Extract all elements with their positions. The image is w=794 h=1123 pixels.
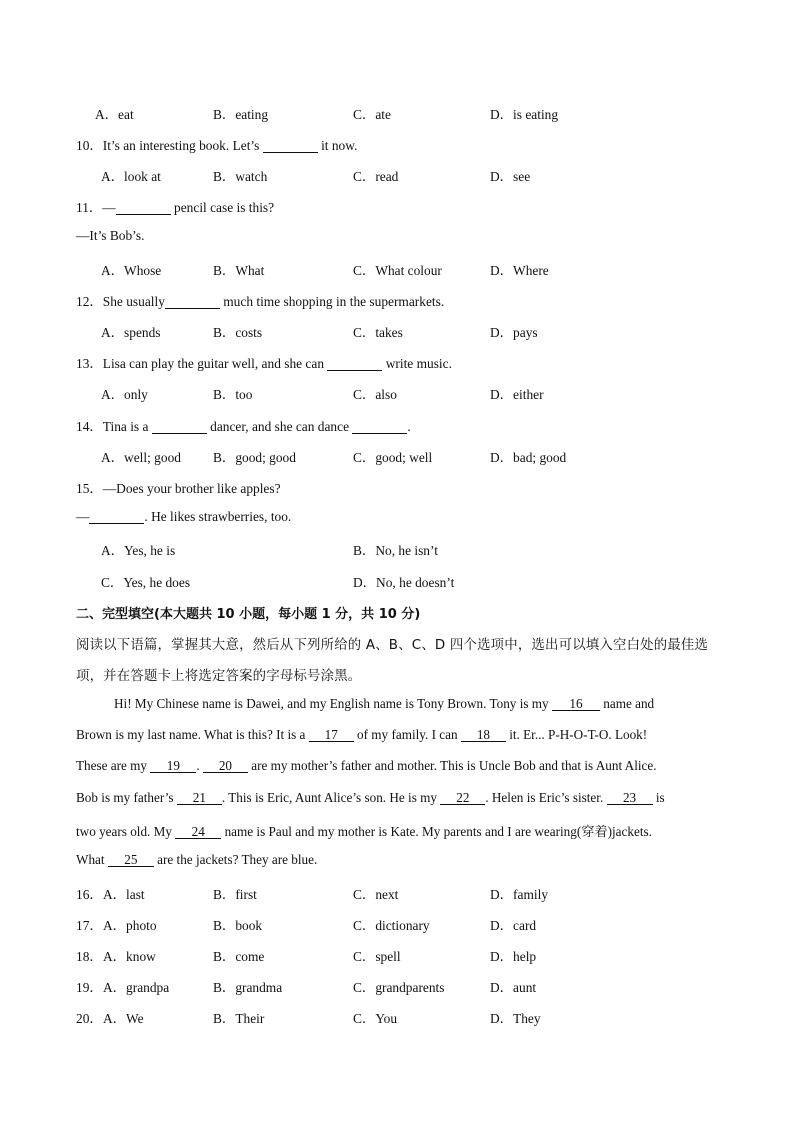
q16-option-b: B．first bbox=[213, 887, 257, 902]
q14-stem-mid: dancer, and she can dance bbox=[210, 419, 350, 434]
passage-text: Hi! My Chinese name is Dawei, and my English name is Tony Brown. Tony is my bbox=[114, 696, 549, 711]
passage-text: . Helen is Eric’s sister. bbox=[485, 790, 604, 805]
q11-stem bbox=[76, 197, 274, 216]
passage-line-3 bbox=[76, 758, 657, 774]
q18-number: 18． bbox=[76, 949, 103, 964]
q12-option-d: D．pays bbox=[490, 325, 538, 340]
q13-stem-end: write music. bbox=[385, 356, 452, 371]
q18-option-c: C．spell bbox=[353, 949, 401, 964]
q10-option-c: C．read bbox=[353, 169, 399, 184]
q13-option-c: C．also bbox=[353, 387, 397, 402]
q11-stem-text: pencil case is this? bbox=[174, 200, 275, 215]
passage-text: . This is Eric, Aunt Alice’s son. He is my bbox=[221, 790, 438, 805]
q20-option-d: D．They bbox=[490, 1011, 541, 1026]
q9-option-d: D．is eating bbox=[490, 107, 559, 122]
q12-stem-end: much time shopping in the supermarkets. bbox=[223, 294, 445, 309]
passage-line-6 bbox=[76, 852, 317, 868]
q12-blank bbox=[165, 295, 220, 309]
q10-blank bbox=[263, 139, 318, 153]
q13-stem-text: Lisa can play the guitar well, and she can bbox=[102, 356, 325, 371]
passage-line-2 bbox=[76, 727, 647, 743]
blank-16: 16 bbox=[552, 697, 600, 711]
q15-answer-line bbox=[76, 509, 291, 525]
q12-stem bbox=[76, 291, 444, 310]
q13-option-d: D．either bbox=[490, 387, 544, 402]
q10-number: 10． bbox=[76, 138, 103, 153]
q15-stem-text: —Does your brother like apples? bbox=[102, 481, 281, 496]
q15-option-b: B．No, he isn’t bbox=[353, 543, 438, 558]
q14-option-d: D．bad; good bbox=[490, 450, 567, 465]
q12-option-c: C．takes bbox=[353, 325, 403, 340]
q14-option-a: A．well; good bbox=[101, 450, 181, 465]
passage-line-4 bbox=[76, 790, 665, 806]
q17-option-c: C．dictionary bbox=[353, 918, 430, 933]
q11-option-a: A．Whose bbox=[101, 263, 162, 278]
q18-option-b: B．come bbox=[213, 949, 265, 964]
q13-option-b: B．too bbox=[213, 387, 253, 402]
section-2-instructions-line-1: 阅读以下语篇，掌握其大意，然后从下列所给的 A、B、C、D 四个选项中，选出可以填入空白处的最佳选 bbox=[76, 638, 709, 653]
blank-21: 21 bbox=[177, 791, 222, 805]
q12-stem-text: She usually bbox=[102, 294, 165, 309]
q20-option-c: C．You bbox=[353, 1011, 398, 1026]
q15-option-d: D．No, he doesn’t bbox=[353, 575, 455, 590]
q14-number: 14． bbox=[76, 419, 103, 434]
q11-answer-line: —It’s Bob’s. bbox=[76, 228, 145, 243]
passage-text: name is Paul and my mother is Kate. My parents and I are wearing(穿着)jackets. bbox=[224, 824, 652, 839]
q15-stem bbox=[76, 478, 281, 497]
blank-19: 19 bbox=[150, 759, 196, 773]
passage-text: two years old. My bbox=[76, 824, 172, 839]
q17-number: 17． bbox=[76, 918, 103, 933]
q20-option-a: A．We bbox=[103, 1011, 144, 1026]
q13-stem bbox=[76, 353, 452, 372]
blank-22: 22 bbox=[440, 791, 485, 805]
blank-25: 25 bbox=[108, 853, 154, 867]
blank-17: 17 bbox=[309, 728, 354, 742]
passage-text: What bbox=[76, 852, 105, 867]
q18-option-d: D．help bbox=[490, 949, 537, 964]
passage-text: are my mother’s father and mother. This is Uncle Bob and that is Aunt Alice. bbox=[251, 758, 657, 773]
q20-option-b: B．Their bbox=[213, 1011, 265, 1026]
q10-option-a: A．look at bbox=[101, 169, 161, 184]
passage-text: Bob is my father’s bbox=[76, 790, 174, 805]
q16-number: 16． bbox=[76, 887, 103, 902]
q19-option-c: C．grandparents bbox=[353, 980, 445, 995]
q10-stem-text: It’s an interesting book. Let’s bbox=[102, 138, 260, 153]
blank-23: 23 bbox=[607, 791, 653, 805]
passage-text: it. Er... P-H-O-T-O. Look! bbox=[509, 727, 648, 742]
q15-option-c: C．Yes, he does bbox=[101, 575, 191, 590]
q10-stem bbox=[76, 135, 357, 154]
q15-blank bbox=[89, 510, 144, 524]
q15-dash: — bbox=[76, 509, 90, 524]
q11-number: 11． bbox=[76, 200, 103, 215]
q13-option-a: A．only bbox=[101, 387, 148, 402]
blank-24: 24 bbox=[175, 825, 221, 839]
q12-number: 12． bbox=[76, 294, 103, 309]
blank-18: 18 bbox=[461, 728, 506, 742]
q17-option-b: B．book bbox=[213, 918, 263, 933]
passage-line-5 bbox=[76, 821, 652, 840]
q13-number: 13． bbox=[76, 356, 103, 371]
q15-option-a: A．Yes, he is bbox=[101, 543, 176, 558]
q16-option-c: C．next bbox=[353, 887, 399, 902]
passage-text: name and bbox=[603, 696, 655, 711]
q19-option-a: A．grandpa bbox=[103, 980, 170, 995]
q11-dash: — bbox=[102, 200, 116, 215]
q16-option-a: A．last bbox=[103, 887, 145, 902]
q9-option-c: C．ate bbox=[353, 107, 391, 122]
q18-option-a: A．know bbox=[103, 949, 156, 964]
passage-text: . bbox=[196, 758, 200, 773]
q19-number: 19． bbox=[76, 980, 103, 995]
q14-blank-1 bbox=[152, 420, 207, 434]
q14-stem-end: . bbox=[407, 419, 411, 434]
section-2-instructions-line-2: 项，并在答题卡上将选定答案的字母标号涂黑。 bbox=[76, 669, 362, 684]
q14-option-c: C．good; well bbox=[353, 450, 433, 465]
q14-option-b: B．good; good bbox=[213, 450, 296, 465]
q19-option-d: D．aunt bbox=[490, 980, 537, 995]
q10-stem-end: it now. bbox=[321, 138, 358, 153]
q14-blank-2 bbox=[352, 420, 407, 434]
q16-option-d: D．family bbox=[490, 887, 549, 902]
q15-number: 15． bbox=[76, 481, 103, 496]
q9-option-a: A．eat bbox=[95, 107, 134, 122]
q11-option-d: D．Where bbox=[490, 263, 549, 278]
passage-text: Brown is my last name. What is this? It is a bbox=[76, 727, 306, 742]
passage-text: are the jackets? They are blue. bbox=[157, 852, 318, 867]
q11-option-b: B．What bbox=[213, 263, 265, 278]
q10-option-b: B．watch bbox=[213, 169, 268, 184]
q12-option-a: A．spends bbox=[101, 325, 161, 340]
q10-option-d: D．see bbox=[490, 169, 531, 184]
q11-blank bbox=[116, 201, 171, 215]
q9-option-b: B．eating bbox=[213, 107, 269, 122]
q15-answer-text: . He likes strawberries, too. bbox=[144, 509, 292, 524]
passage-text: These are my bbox=[76, 758, 148, 773]
blank-20: 20 bbox=[203, 759, 248, 773]
passage-text: is bbox=[655, 790, 665, 805]
passage-line-1 bbox=[114, 696, 654, 712]
section-2-title: 二、完型填空(本大题共 10 小题，每小题 1 分，共 10 分) bbox=[76, 607, 421, 622]
q12-option-b: B．costs bbox=[213, 325, 263, 340]
q20-number: 20． bbox=[76, 1011, 103, 1026]
q17-option-a: A．photo bbox=[103, 918, 157, 933]
q19-option-b: B．grandma bbox=[213, 980, 283, 995]
q11-option-c: C．What colour bbox=[353, 263, 442, 278]
q14-stem-text: Tina is a bbox=[102, 419, 149, 434]
q13-blank bbox=[327, 357, 382, 371]
q17-option-d: D．card bbox=[490, 918, 537, 933]
passage-text: of my family. I can bbox=[357, 727, 458, 742]
q14-stem bbox=[76, 416, 411, 435]
